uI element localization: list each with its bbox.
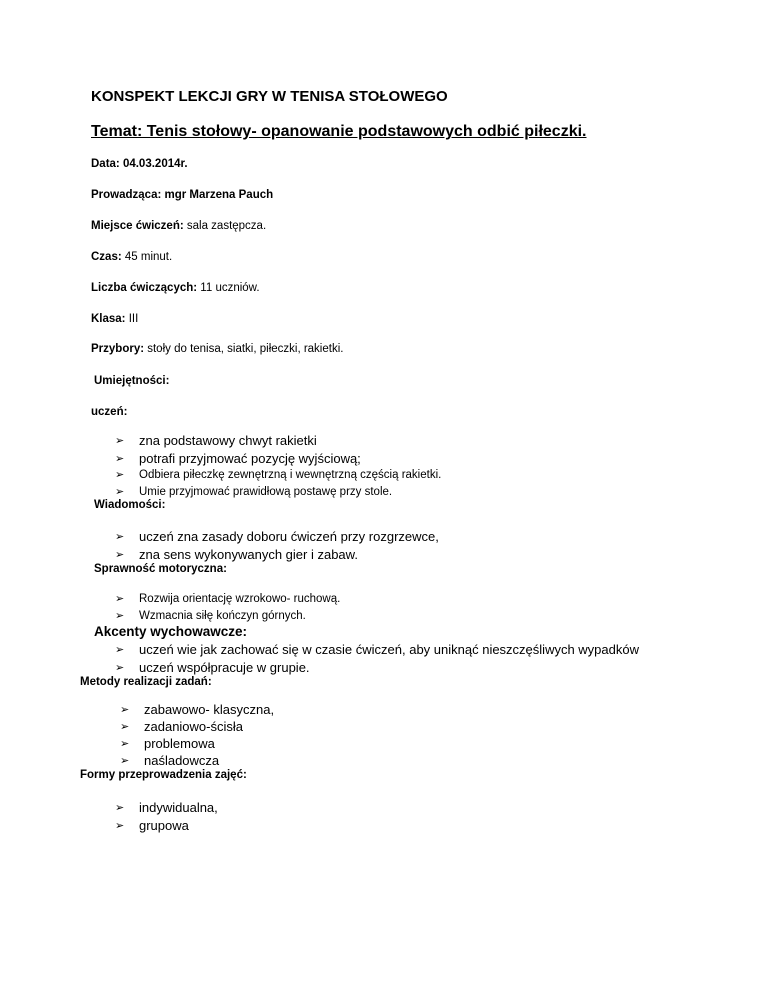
arrow-bullet-icon: ➢ — [115, 820, 125, 832]
class-label: Klasa: — [91, 313, 126, 325]
knowledge-heading: Wiadomości: — [94, 499, 166, 511]
list-item-text: naśladowcza — [144, 753, 220, 768]
count-line — [91, 282, 260, 294]
list-item — [115, 609, 306, 622]
arrow-bullet-icon: ➢ — [120, 738, 130, 750]
class-line — [91, 313, 138, 325]
list-item — [115, 592, 340, 605]
skills-subheading: uczeń: — [91, 406, 128, 418]
list-item-text: zadaniowo-ścisła — [144, 719, 243, 734]
time-value: 45 minut. — [121, 251, 173, 263]
list-item-text: Rozwija orientację wzrokowo- ruchową. — [139, 592, 341, 605]
list-item — [120, 702, 274, 717]
place-line — [91, 220, 266, 232]
arrow-bullet-icon: ➢ — [115, 453, 125, 465]
methods-heading: Metody realizacji zadań: — [80, 676, 212, 688]
list-item — [115, 485, 392, 498]
list-item-text: Umie przyjmować prawidłową postawę przy stole. — [139, 485, 393, 498]
list-item — [115, 800, 218, 815]
arrow-bullet-icon: ➢ — [115, 662, 125, 674]
forms-heading: Formy przeprowadzenia zajęć: — [80, 769, 247, 781]
class-value: III — [125, 313, 139, 325]
list-item-text: zna sens wykonywanych gier i zabaw. — [139, 547, 358, 562]
arrow-bullet-icon: ➢ — [120, 704, 130, 716]
arrow-bullet-icon: ➢ — [115, 610, 125, 622]
list-item — [120, 736, 215, 751]
time-line — [91, 251, 172, 263]
list-item-text: Wzmacnia siłę kończyn górnych. — [139, 609, 306, 622]
list-item-text: problemowa — [144, 736, 215, 751]
list-item — [115, 547, 358, 562]
count-label: Liczba ćwiczących: — [91, 282, 198, 294]
arrow-bullet-icon: ➢ — [120, 721, 130, 733]
list-item — [115, 451, 361, 466]
arrow-bullet-icon: ➢ — [115, 549, 125, 561]
lesson-date: Data: 04.03.2014r. — [91, 158, 188, 170]
list-item-text: grupowa — [139, 818, 189, 833]
arrow-bullet-icon: ➢ — [115, 644, 125, 656]
list-item — [115, 529, 439, 544]
arrow-bullet-icon: ➢ — [115, 486, 125, 498]
arrow-bullet-icon: ➢ — [115, 531, 125, 543]
count-value: 11 uczniów. — [197, 282, 260, 294]
arrow-bullet-icon: ➢ — [115, 469, 125, 481]
teacher-line: Prowadząca: mgr Marzena Pauch — [91, 189, 274, 201]
motor-heading: Sprawność motoryczna: — [94, 563, 227, 575]
lesson-topic: Temat: Tenis stołowy- opanowanie podstawowych odbić piłeczki. — [91, 123, 587, 140]
equipment-label: Przybory: — [91, 343, 145, 355]
arrow-bullet-icon: ➢ — [115, 593, 125, 605]
list-item — [115, 642, 639, 657]
list-item — [120, 753, 219, 768]
list-item — [120, 719, 243, 734]
equipment-value: stoły do tenisa, siatki, piłeczki, rakietki. — [144, 343, 344, 355]
list-item-text: Odbiera piłeczkę zewnętrzną i wewnętrzną częścią rakietki. — [139, 468, 442, 481]
list-item-text: uczeń wie jak zachować się w czasie ćwiczeń, aby uniknąć nieszczęśliwych wypadków — [139, 642, 639, 657]
list-item-text: zna podstawowy chwyt rakietki — [139, 433, 317, 448]
list-item — [115, 818, 189, 833]
list-item-text: potrafi przyjmować pozycję wyjściową; — [139, 451, 361, 466]
list-item-text: uczeń współpracuje w grupie. — [139, 660, 310, 675]
arrow-bullet-icon: ➢ — [120, 755, 130, 767]
equipment-line — [91, 343, 343, 355]
place-label: Miejsce ćwiczeń: — [91, 220, 184, 232]
document-title: KONSPEKT LEKCJI GRY W TENISA STOŁOWEGO — [91, 88, 448, 105]
arrow-bullet-icon: ➢ — [115, 435, 125, 447]
arrow-bullet-icon: ➢ — [115, 802, 125, 814]
education-heading: Akcenty wychowawcze: — [94, 624, 248, 639]
list-item — [115, 468, 441, 481]
list-item — [115, 433, 317, 448]
place-value: sala zastępcza. — [183, 220, 267, 232]
list-item-text: indywidualna, — [139, 800, 218, 815]
time-label: Czas: — [91, 251, 122, 263]
skills-heading: Umiejętności: — [94, 375, 170, 387]
list-item — [115, 660, 310, 675]
list-item-text: uczeń zna zasady doboru ćwiczeń przy rozgrzewce, — [139, 529, 439, 544]
list-item-text: zabawowo- klasyczna, — [144, 702, 275, 717]
